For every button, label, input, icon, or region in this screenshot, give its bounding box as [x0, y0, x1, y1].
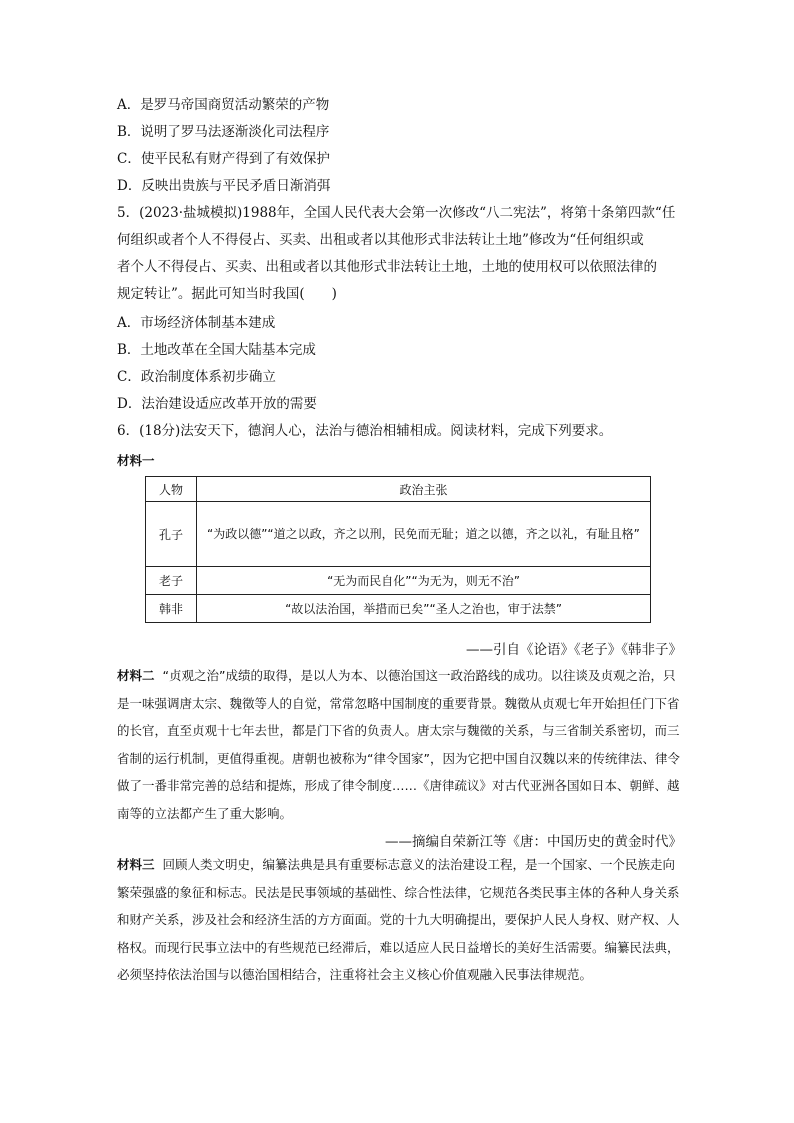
header-person: 人物: [146, 477, 197, 502]
q6-stem: 6．(18分)法安天下，德润人心，法治与德治相辅相成。阅读材料，完成下列要求。: [117, 423, 613, 439]
material2-text: “贞观之治”成绩的取得，是以人为本、以德治国这一政治路线的成功。以往谈及贞观之治，只是一味强调唐太宗、魏徵等人的自觉，常常忽略中国制度的重要背景。魏徵从贞观七年开始担任门下省的长官，直至贞观十七年去世，都是门下省的负责人。唐太宗与魏徵的关系，与三省制关系密切，而三省制的运行机制，更值得重视。唐朝也被称为“律令国家”，因为它把中国自汉魏以来的传统律法、律令做了一番非常完善的总结和提炼，形成了律令制度……《唐律疏议》对古代亚洲各国如日本、朝鲜、越南等的立法都产生了重大影响。: [117, 668, 680, 821]
q5-stem-line-2: 何组织或者个人不得侵占、买卖、出租或者以其他形式非法转让土地”修改为“任何组织或: [117, 232, 644, 248]
q5-stem-line-4: 规定转让”。据此可知当时我国( ): [117, 286, 337, 302]
person-cell: 老子: [146, 567, 197, 595]
header-view: 政治主张: [197, 477, 651, 502]
table-row: [146, 567, 651, 595]
material3-label: 材料三: [117, 857, 155, 872]
person-cell: 韩非: [146, 595, 197, 623]
q4-option-b: B．说明了罗马法逐渐淡化司法程序: [117, 124, 330, 140]
material3-paragraph: [117, 851, 682, 989]
q4-option-a: A．是罗马帝国商贸活动繁荣的产物: [117, 97, 330, 113]
material2-source: ——摘编自荣新江等《唐：中国历史的黄金时代》: [385, 834, 682, 850]
view-cell: “故以法治国，举措而已矣”“圣人之治也，审于法禁”: [197, 595, 651, 623]
table-header-row: [146, 477, 651, 502]
q5-option-a: A．市场经济体制基本建成: [117, 315, 276, 331]
table-row: [146, 595, 651, 623]
q5-option-c: C．政治制度体系初步确立: [117, 369, 276, 385]
view-cell: “为政以德”“道之以政，齐之以刑，民免而无耻；道之以德，齐之以礼，有耻且格”: [197, 502, 651, 567]
material1-source: ——引自《论语》《老子》《韩非子》: [466, 642, 682, 658]
table-row: [146, 502, 651, 567]
person-cell: 孔子: [146, 502, 197, 567]
q5-stem-line-1: 5．(2023·盐城模拟)1988年，全国人民代表大会第一次修改“八二宪法”，将第十条第四款“任: [117, 205, 676, 221]
q5-stem-line-3: 者个人不得侵占、买卖、出租或者以其他形式非法转让土地，土地的使用权可以依照法律的: [117, 259, 657, 275]
q5-option-d: D．法治建设适应改革开放的需要: [117, 396, 317, 412]
material1-label: 材料一: [117, 453, 155, 468]
q4-option-c: C．使平民私有财产得到了有效保护: [117, 151, 330, 167]
material2-label: 材料二: [117, 668, 155, 683]
material2-paragraph: [117, 662, 682, 827]
q4-option-d: D．反映出贵族与平民矛盾日渐消弭: [117, 178, 331, 194]
material3-text: 回顾人类文明史，编纂法典是具有重要标志意义的法治建设工程，是一个国家、一个民族走向繁荣强盛的象征和标志。民法是民事领域的基础性、综合性法律，它规范各类民事主体的各种人身关系和财产关系，涉及社会和经济生活的方方面面。党的十九大明确提出，要保护人民人身权、财产权、人格权。而现行民事立法中的有些规范已经滞后，难以适应人民日益增长的美好生活需要。编纂民法典，必须坚持依法治国与以德治国相结合，注重将社会主义核心价值观融入民事法律规范。: [117, 857, 680, 982]
material1-table: [145, 476, 651, 623]
q5-option-b: B．土地改革在全国大陆基本完成: [117, 342, 316, 358]
view-cell: “无为而民自化”“为无为，则无不治”: [197, 567, 651, 595]
